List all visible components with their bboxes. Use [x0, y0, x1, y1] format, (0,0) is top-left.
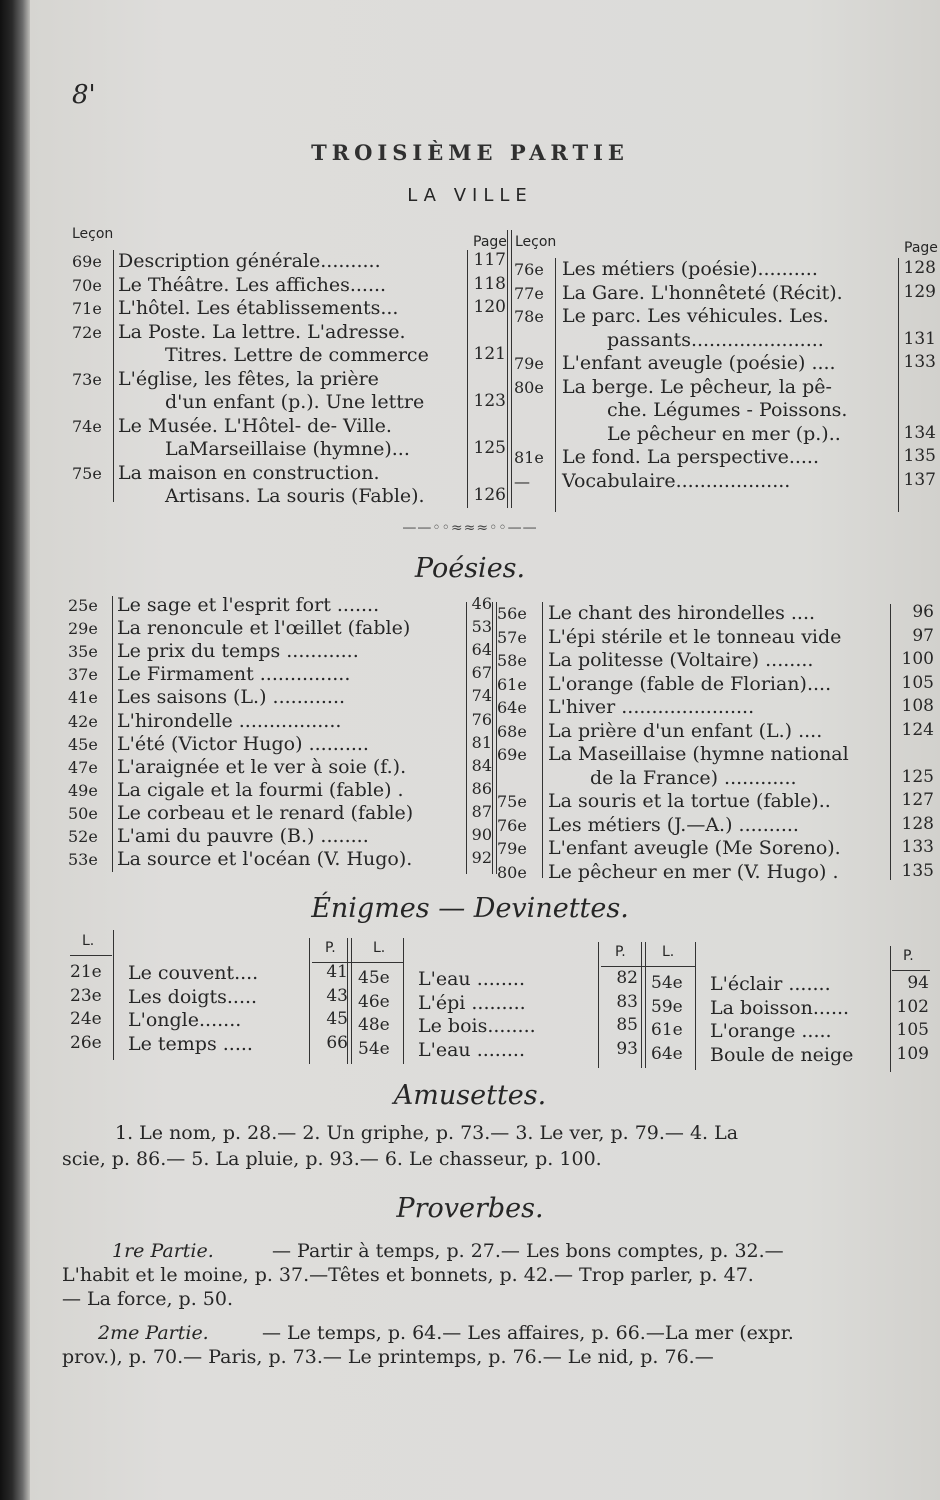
poem-page: 96 — [912, 602, 934, 622]
lesson-title: Artisans. La souris (Fable). — [165, 485, 425, 507]
rule — [467, 250, 468, 508]
lesson-title: che. Légumes - Poissons. — [607, 399, 848, 421]
riddle-title: Le bois........ — [418, 1015, 536, 1037]
enigmes-header-p1: P. — [325, 940, 336, 956]
lesson-page: 135 — [903, 446, 936, 466]
header-lecon-left: Leçon — [72, 226, 114, 242]
riddle-title: L'éclair ....... — [710, 973, 831, 995]
proverbes-part1-line-2: L'habit et le moine, p. 37.—Têtes et bonnets, p. 42.— Trop parler, p. 47. — [62, 1264, 754, 1286]
lesson-title: L'église, les fêtes, la prière — [118, 367, 379, 390]
riddle-page: 82 — [616, 968, 638, 988]
poem-title: La Maseillaise (hymne national — [548, 743, 849, 765]
amusettes-title: Amusettes. — [393, 1080, 547, 1111]
enigmes-header-l1: L. — [82, 933, 95, 949]
poem-title: Le prix du temps ............ — [117, 640, 359, 663]
riddle-title: L'eau ........ — [418, 1038, 526, 1061]
poem-number: 35e — [68, 642, 98, 662]
poem-title: La prière d'un enfant (L.) .... — [548, 719, 823, 742]
poem-title: Le chant des hirondelles .... — [548, 602, 816, 624]
poem-page: 53 — [471, 617, 492, 637]
poem-page: 127 — [901, 790, 934, 810]
proverbes-part1-label-text: 1re Partie. — [112, 1240, 214, 1262]
poem-title: L'été (Victor Hugo) .......... — [117, 732, 369, 755]
poem-number: 45e — [68, 734, 98, 754]
poem-page: 46 — [471, 594, 492, 613]
rule — [695, 942, 696, 1070]
section-subtitle: LA VILLE — [407, 185, 533, 206]
riddle-page: 43 — [326, 985, 348, 1006]
proverbes-part1-label — [112, 1240, 214, 1263]
header-lecon-right: Leçon — [515, 234, 557, 250]
lesson-number: — — [514, 471, 530, 491]
header-page-right: Page — [904, 240, 938, 256]
rule — [113, 250, 114, 502]
rule — [898, 258, 899, 512]
riddle-number: 24e — [70, 1009, 102, 1029]
riddle-number: 61e — [651, 1020, 683, 1040]
part-title: TROISIÈME PARTIE — [311, 140, 629, 165]
riddle-title: Le temps ..... — [128, 1032, 253, 1055]
lesson-title: La maison en construction. — [118, 461, 380, 484]
riddle-page: 105 — [896, 1020, 929, 1040]
riddle-number: 59e — [651, 996, 683, 1017]
riddle-number: 46e — [358, 991, 390, 1012]
riddle-page: 45 — [326, 1009, 348, 1029]
poem-title: Les saisons (L.) ............ — [117, 686, 346, 709]
poem-number: 80e — [497, 862, 527, 882]
lesson-page: 125 — [473, 438, 506, 458]
poem-page: 133 — [901, 837, 934, 857]
riddle-number: 64e — [651, 1043, 683, 1064]
lesson-title: passants...................... — [607, 328, 824, 351]
lesson-page: 133 — [903, 352, 936, 372]
riddle-page: 83 — [616, 991, 638, 1012]
lesson-title: Le parc. Les véhicules. Les. — [562, 305, 829, 327]
lesson-number: 75e — [72, 463, 102, 483]
rule — [601, 966, 695, 967]
riddle-title: La boisson...... — [710, 996, 850, 1019]
rule — [70, 955, 112, 956]
poem-number: 69e — [497, 745, 527, 764]
poem-number: 42e — [68, 711, 98, 731]
lesson-number: 73e — [72, 369, 102, 389]
poem-page: 108 — [901, 696, 934, 716]
riddle-title: L'ongle....... — [128, 1009, 242, 1031]
poem-page: 76 — [471, 709, 492, 729]
lesson-page: 129 — [903, 281, 936, 302]
riddle-page: 93 — [616, 1038, 638, 1059]
poem-number: 64e — [497, 698, 527, 717]
lesson-title: La berge. Le pêcheur, la pê- — [562, 375, 832, 398]
lesson-title: d'un enfant (p.). Une lettre — [165, 391, 425, 413]
poem-number: 52e — [68, 827, 98, 846]
poem-page: 92 — [471, 848, 492, 868]
lesson-number: 80e — [514, 377, 544, 397]
riddle-page: 41 — [326, 962, 348, 982]
enigmes-header-p3: P. — [903, 948, 914, 964]
riddle-title: Boule de neige — [710, 1043, 854, 1066]
lesson-title: Description générale.......... — [118, 250, 381, 272]
proverbes-part1-line-3: — La force, p. 50. — [62, 1288, 233, 1310]
lesson-page: 131 — [903, 328, 936, 349]
lesson-title: Vocabulaire................... — [562, 469, 791, 492]
poem-title: Les métiers (J.—A.) .......... — [548, 813, 799, 836]
lesson-number: 74e — [72, 416, 102, 436]
lesson-page: 137 — [903, 469, 936, 490]
poem-number: 76e — [497, 815, 527, 835]
poem-title: L'orange (fable de Florian).... — [548, 672, 832, 695]
poem-number: 61e — [497, 674, 527, 694]
poem-title: La cigale et la fourmi (fable) . — [117, 778, 404, 801]
riddle-number: 54e — [358, 1038, 390, 1059]
poem-title: L'araignée et le ver à soie (f.). — [117, 755, 407, 778]
lesson-title: Le pêcheur en mer (p.).. — [607, 422, 841, 445]
poem-number: 75e — [497, 792, 527, 811]
rule — [466, 602, 467, 874]
poem-page: 135 — [901, 860, 934, 881]
poem-title: Le corbeau et le renard (fable) — [117, 801, 414, 824]
lesson-title: Titres. Lettre de commerce — [165, 344, 429, 366]
lesson-title: Le fond. La perspective..... — [562, 446, 820, 468]
rule — [598, 942, 599, 1068]
poem-number: 37e — [68, 665, 98, 685]
poem-page: 128 — [901, 813, 934, 834]
riddle-number: 54e — [651, 973, 683, 993]
riddle-page: 102 — [896, 996, 929, 1017]
lesson-title: La Poste. La lettre. L'adresse. — [118, 320, 406, 343]
poem-number: 53e — [68, 850, 98, 870]
poem-title: L'ami du pauvre (B.) ........ — [117, 825, 369, 847]
lesson-title: LaMarseillaise (hymne)... — [165, 438, 410, 460]
rule — [892, 970, 930, 971]
rule — [542, 602, 543, 878]
poem-page: 87 — [471, 801, 492, 821]
poem-title: L'hirondelle ................. — [117, 709, 342, 732]
lesson-page: 128 — [903, 258, 936, 278]
poem-title: La souris et la tortue (fable).. — [548, 790, 831, 812]
poem-number: 49e — [68, 780, 98, 800]
poem-page: 125 — [901, 766, 934, 787]
page-number: 8' — [72, 80, 96, 110]
poem-number: 79e — [497, 839, 527, 858]
proverbes-title: Proverbes. — [396, 1193, 544, 1224]
riddle-number: 23e — [70, 985, 102, 1006]
poem-title: Le pêcheur en mer (V. Hugo) . — [548, 860, 839, 883]
riddle-number: 21e — [70, 962, 102, 982]
poem-title: L'épi stérile et le tonneau vide — [548, 625, 842, 648]
poem-title: Le Firmament ............... — [117, 663, 351, 686]
riddle-page: 85 — [616, 1015, 638, 1035]
poem-page: 74 — [471, 686, 492, 706]
rule — [112, 596, 113, 872]
lesson-number: 71e — [72, 299, 102, 318]
riddle-title: L'eau ........ — [418, 968, 526, 990]
lesson-number: 76e — [514, 260, 544, 279]
rule — [309, 938, 310, 1064]
lesson-page: 120 — [473, 297, 506, 317]
riddle-number: 48e — [358, 1015, 390, 1035]
lesson-page: 123 — [473, 391, 506, 411]
poesies-title: Poésies. — [414, 553, 526, 584]
proverbes-part2-line-1: — Le temps, p. 64.— Les affaires, p. 66.—La mer (expr. — [262, 1322, 794, 1344]
lesson-number: 79e — [514, 354, 544, 373]
lesson-title: La Gare. L'honnêteté (Récit). — [562, 281, 843, 304]
lesson-number: 78e — [514, 307, 544, 326]
lesson-number: 70e — [72, 275, 102, 295]
lesson-title: L'hôtel. Les établissements... — [118, 297, 399, 319]
poem-number: 29e — [68, 619, 98, 639]
poem-number: 25e — [68, 596, 98, 615]
poem-page: 81 — [471, 732, 492, 752]
riddle-title: Le couvent.... — [128, 962, 259, 984]
poem-page: 100 — [901, 649, 934, 669]
proverbes-part2-label — [98, 1322, 209, 1345]
lesson-title: Le Musée. L'Hôtel- de- Ville. — [118, 414, 392, 437]
riddle-title: L'épi ......... — [418, 991, 526, 1014]
rule — [113, 930, 114, 1060]
lesson-title: Les métiers (poésie).......... — [562, 258, 818, 280]
amusettes-line-1: 1. Le nom, p. 28.— 2. Un griphe, p. 73.— 3. Le ver, p. 79.— 4. La — [115, 1122, 739, 1144]
poem-number: 41e — [68, 688, 98, 708]
riddle-page: 109 — [896, 1043, 929, 1064]
rule — [555, 258, 556, 512]
poem-title: L'hiver ...................... — [548, 696, 755, 718]
poem-title: La source et l'océan (V. Hugo). — [117, 848, 413, 871]
proverbes-part2-line-2: prov.), p. 70.— Paris, p. 73.— Le printemps, p. 76.— Le nid, p. 76.— — [62, 1346, 714, 1368]
riddle-number: 26e — [70, 1032, 102, 1053]
poem-title: L'enfant aveugle (Me Soreno). — [548, 837, 841, 859]
rule — [507, 230, 512, 508]
lesson-page: 118 — [473, 273, 506, 294]
header-page-left: Page — [473, 234, 507, 250]
lesson-number: 72e — [72, 322, 102, 342]
poem-title: La politesse (Voltaire) ........ — [548, 649, 814, 671]
riddle-title: Les doigts..... — [128, 985, 258, 1008]
amusettes-line-2: scie, p. 86.— 5. La pluie, p. 93.— 6. Le chasseur, p. 100. — [62, 1148, 602, 1170]
enigmes-header-l2: L. — [373, 940, 386, 956]
ornament-divider: ——◦◦≈≈≈◦◦—— — [402, 520, 538, 536]
book-binding — [0, 0, 30, 1500]
poem-number: 68e — [497, 721, 527, 741]
lesson-number: 77e — [514, 283, 544, 303]
poem-number: 57e — [497, 627, 527, 647]
lesson-title: Le Théâtre. Les affiches...... — [118, 273, 387, 296]
riddle-page: 94 — [907, 973, 929, 993]
rule — [890, 604, 891, 880]
riddle-title: L'orange ..... — [710, 1020, 832, 1042]
lesson-page: 117 — [473, 250, 506, 270]
rule — [641, 942, 646, 1068]
enigmes-title: Énigmes — Devinettes. — [311, 893, 629, 924]
poem-page: 105 — [901, 672, 934, 693]
poem-title: La renoncule et l'œillet (fable) — [117, 617, 411, 640]
rule — [403, 938, 404, 1064]
lesson-number: 81e — [514, 448, 544, 467]
poem-number: 58e — [497, 651, 527, 670]
poem-page: 84 — [471, 755, 492, 775]
lesson-page: 134 — [903, 422, 936, 443]
poem-title: de la France) ............ — [590, 766, 797, 789]
lesson-page: 121 — [473, 344, 506, 364]
enigmes-header-p2: P. — [615, 944, 626, 960]
poem-number: 50e — [68, 803, 98, 823]
enigmes-header-l3: L. — [662, 944, 675, 960]
poem-page: 64 — [471, 640, 492, 660]
lesson-title: L'enfant aveugle (poésie) .... — [562, 352, 836, 374]
rule — [890, 946, 891, 1072]
poem-page: 97 — [912, 625, 934, 646]
riddle-number: 45e — [358, 968, 390, 988]
proverbes-part1-line-1: — Partir à temps, p. 27.— Les bons comptes, p. 32.— — [272, 1240, 784, 1262]
lesson-number: 69e — [72, 252, 102, 271]
poem-page: 67 — [471, 663, 492, 683]
poem-number: 47e — [68, 757, 98, 777]
poem-title: Le sage et l'esprit fort ....... — [117, 594, 380, 616]
lesson-page: 126 — [473, 485, 506, 505]
poem-page: 86 — [471, 778, 492, 798]
poem-page: 124 — [901, 719, 934, 740]
poem-page: 90 — [471, 825, 492, 844]
riddle-page: 66 — [326, 1032, 348, 1053]
proverbes-part2-label-text: 2me Partie. — [98, 1322, 209, 1344]
poem-number: 56e — [497, 604, 527, 623]
